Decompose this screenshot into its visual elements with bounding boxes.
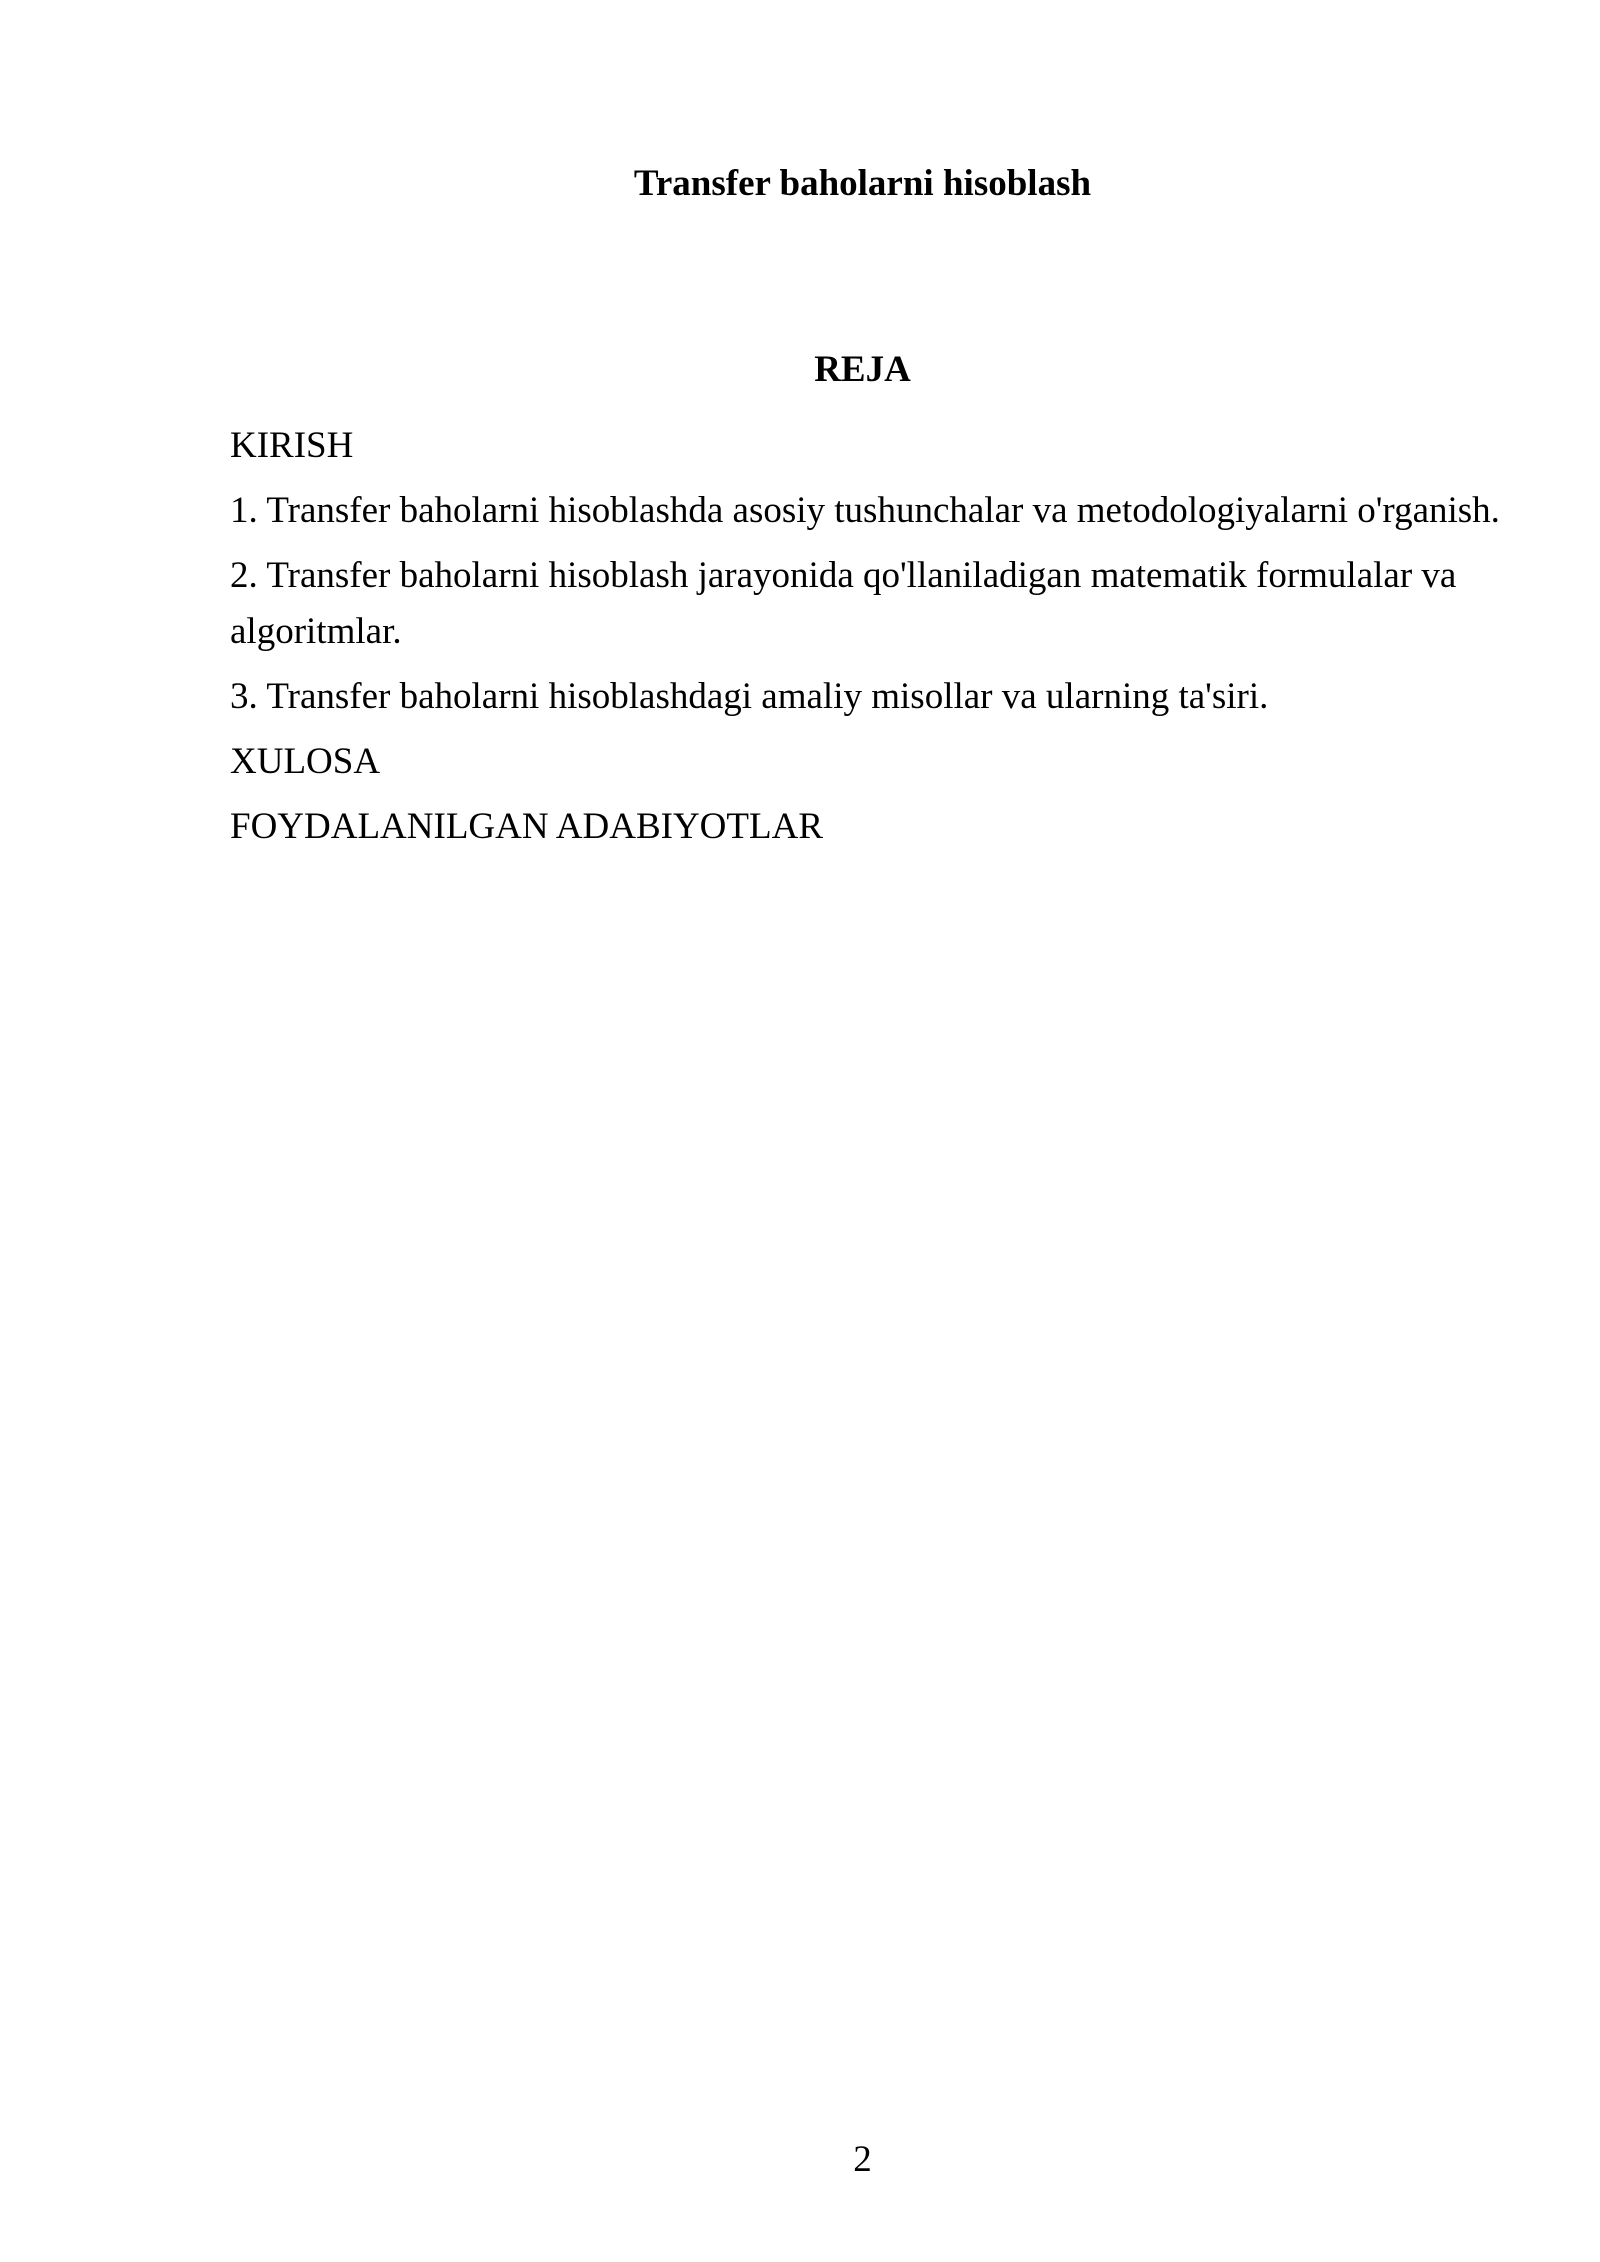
page-number: 2 xyxy=(853,2139,872,2180)
outline-item-1: 1. Transfer baholarni hisoblashda asosiy tushunchalar va metodologiyalarni o'rganish. xyxy=(230,490,1500,531)
document-title: Transfer baholarni hisoblash xyxy=(633,163,1092,204)
outline-item-2: 2. Transfer baholarni hisoblash jarayonida qo'llaniladigan matematik formulalar va algoritmlar. xyxy=(230,555,1457,652)
outline-item-conclusion: XULOSA xyxy=(230,741,381,782)
outline-item-3: 3. Transfer baholarni hisoblashdagi amaliy misollar va ularning ta'siri. xyxy=(230,676,1269,717)
outline-item-references: FOYDALANILGAN ADABIYOTLAR xyxy=(230,806,823,847)
outline-item-introduction: KIRISH xyxy=(230,425,354,466)
plan-outline xyxy=(230,418,1500,864)
plan-heading: REJA xyxy=(814,349,911,390)
